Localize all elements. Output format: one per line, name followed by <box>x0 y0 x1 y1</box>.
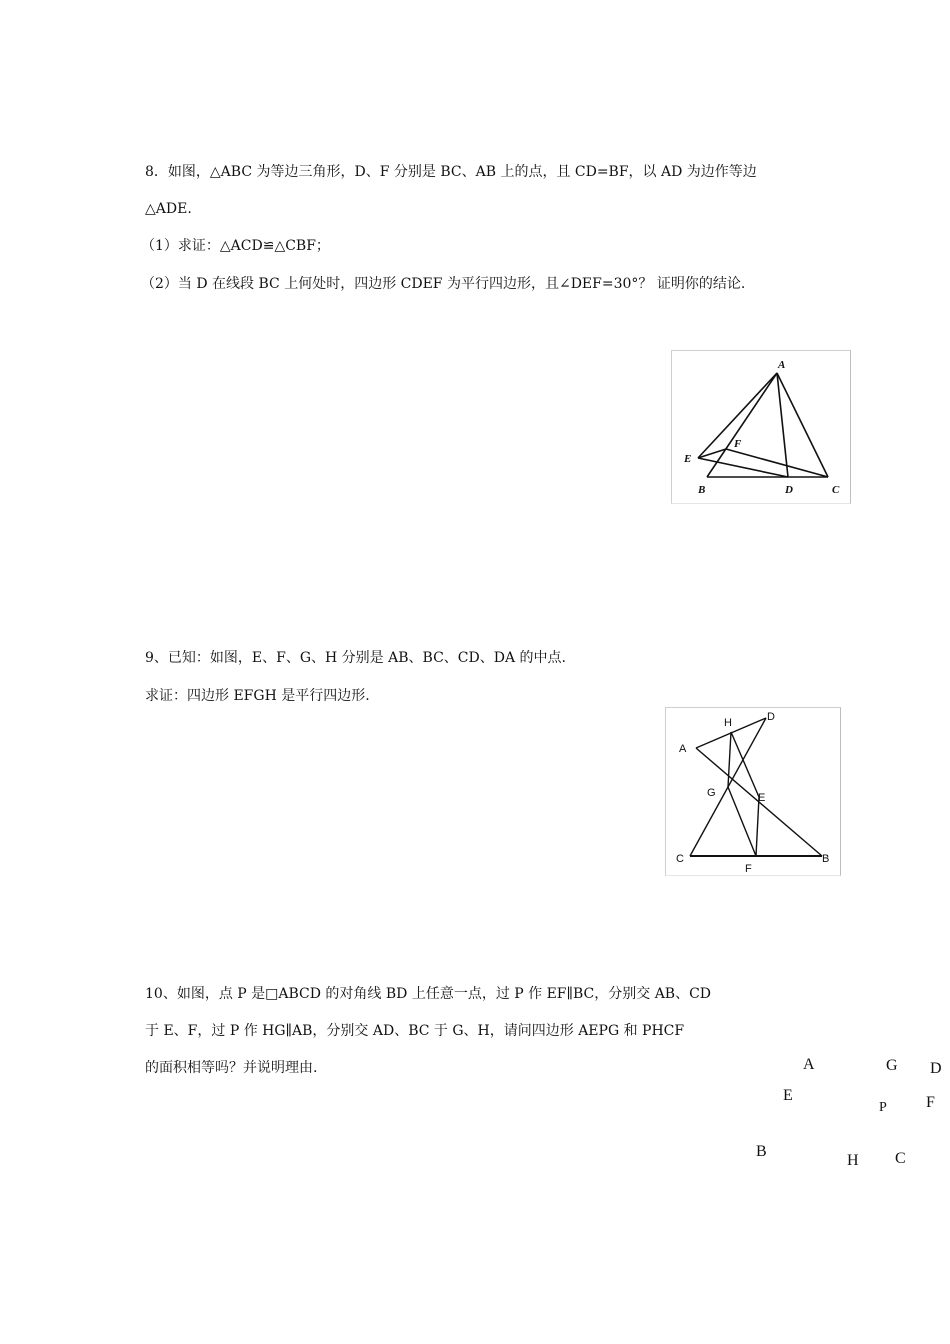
q8-label-F: F <box>734 438 742 450</box>
q8-part2: （2）当 D 在线段 BC 上何处时，四边形 CDEF 为平行四边形，且∠DEF=30°？ 证明你的结论. <box>141 276 746 292</box>
q9-label-C: C <box>676 853 684 865</box>
q8-label-C: C <box>832 484 840 496</box>
q10-label-A: A <box>803 1056 815 1073</box>
q9-label-G: G <box>707 787 716 799</box>
q9-label-B: B <box>822 853 830 865</box>
q9-label-F: F <box>745 863 752 875</box>
q10-label-E: E <box>783 1087 793 1104</box>
q8-line1: 8．如图，△ABC 为等边三角形，D、F 分别是 BC、AB 上的点，且 CD=BF，以 AD 为边作等边 <box>145 164 757 180</box>
q9-label-E: E <box>758 792 766 804</box>
q10-label-H: H <box>847 1152 859 1169</box>
q8-figure <box>671 350 851 504</box>
q10-line1: 10、如图，点 P 是□ABCD 的对角线 BD 上任意一点，过 P 作 EF∥BC，分别交 AB、CD <box>145 986 712 1002</box>
q8-line2: △ADE. <box>145 201 192 217</box>
q10-label-F: F <box>926 1094 935 1111</box>
q8-label-E: E <box>684 453 692 465</box>
q8-label-A: A <box>778 359 786 371</box>
q10-line3: 的面积相等吗？并说明理由. <box>145 1060 318 1076</box>
q10-label-D: D <box>930 1060 942 1077</box>
q10-label-G: G <box>886 1057 898 1074</box>
q10-line2: 于 E、F，过 P 作 HG∥AB，分别交 AD、BC 于 G、H，请问四边形 AEPG 和 PHCF <box>145 1023 685 1039</box>
q9-label-D: D <box>767 711 775 723</box>
q10-label-C: C <box>895 1150 906 1167</box>
q10-label-P: P <box>879 1100 887 1115</box>
q8-part1: （1）求证：△ACD≌△CBF； <box>141 238 330 254</box>
q9-figure <box>665 707 841 876</box>
q8-label-B: B <box>698 484 706 496</box>
q9-line2: 求证：四边形 EFGH 是平行四边形. <box>145 688 370 704</box>
q8-label-D: D <box>785 484 793 496</box>
q9-label-H: H <box>724 717 732 729</box>
q9-line1: 9、已知：如图，E、F、G、H 分别是 AB、BC、CD、DA 的中点. <box>145 650 566 666</box>
q9-label-A: A <box>679 743 687 755</box>
q10-label-B: B <box>756 1143 767 1160</box>
